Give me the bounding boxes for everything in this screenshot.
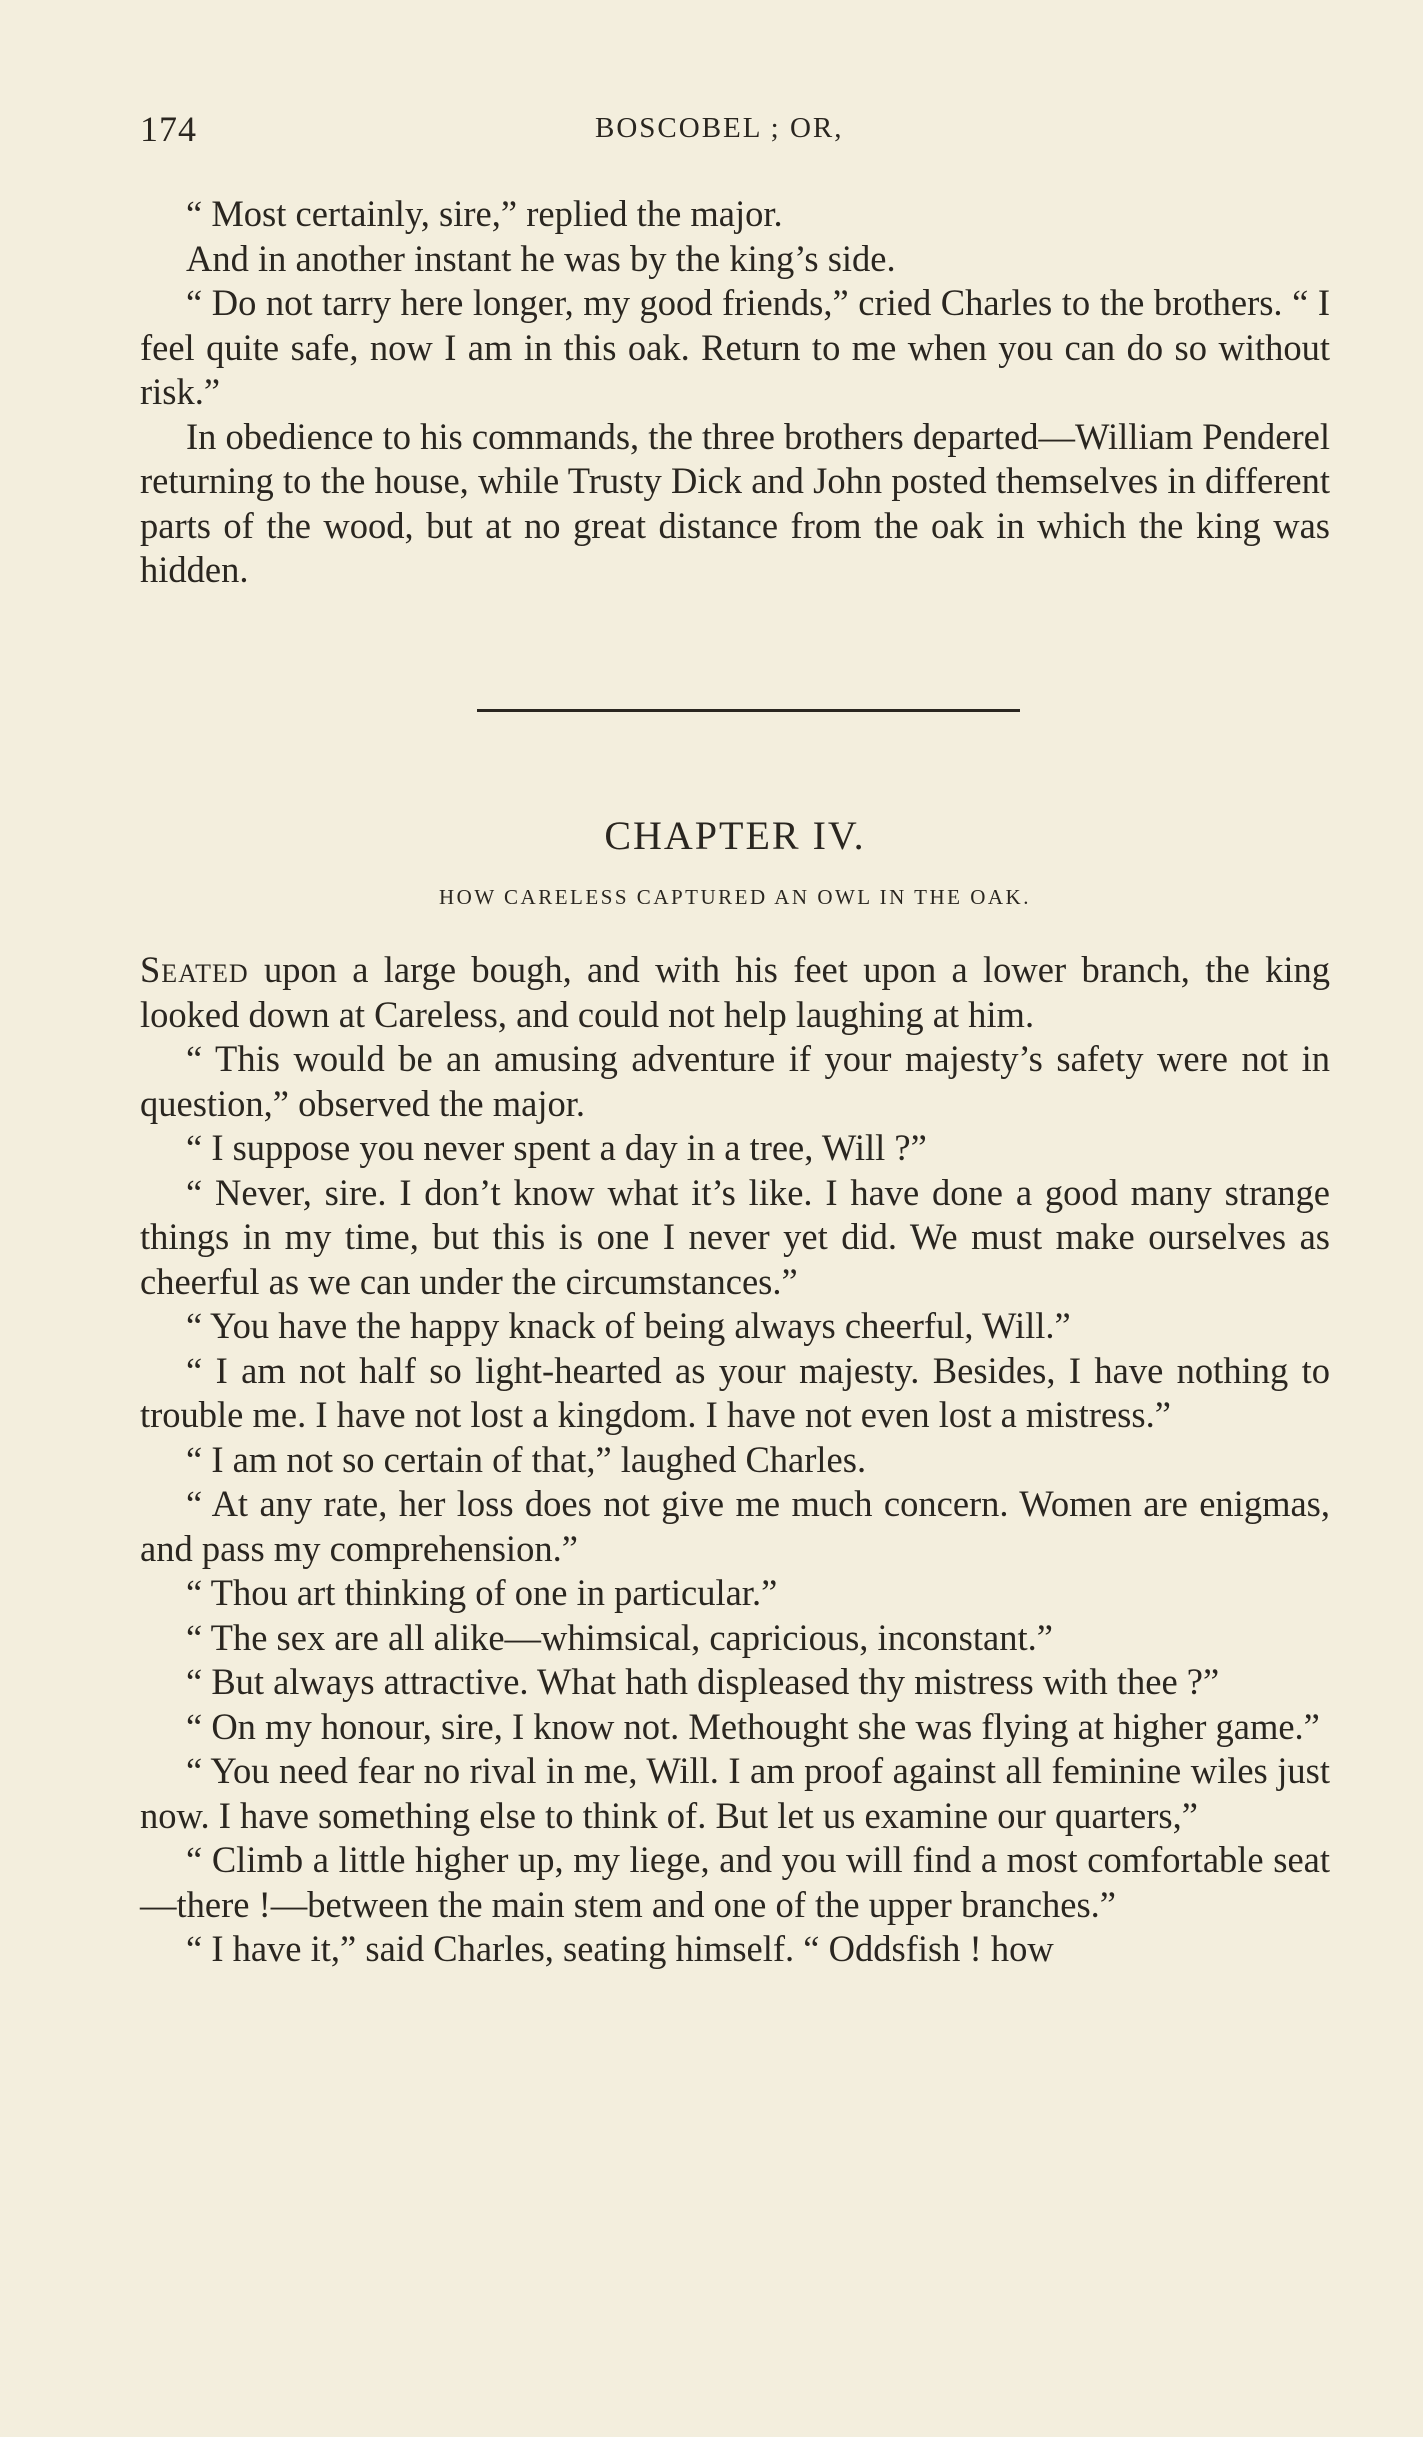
text-block-chapter <box>140 948 1330 1972</box>
paragraph: And in another instant he was by the king’s side. <box>186 237 896 279</box>
lead-word: Seated <box>140 949 249 990</box>
running-title: BOSCOBEL ; OR, <box>595 112 844 144</box>
page-number: 174 <box>140 109 197 149</box>
paragraph: “ You need fear no rival in me, Will. I am proof against all feminine wiles just now. I have something else to think of. But let us examine our quarters,” <box>140 1750 1330 1836</box>
first-paragraph-text: upon a large bough, and with his feet upon a lower branch, the king looked down at Careless, and could not help laughing at him. <box>140 949 1330 1035</box>
chapter-subtitle: HOW CARELESS CAPTURED AN OWL IN THE OAK. <box>439 885 1031 909</box>
chapter-first-paragraph <box>140 948 1330 1037</box>
paragraph: “ At any rate, her loss does not give me much concern. Women are enigmas, and pass my comprehension.” <box>140 1483 1330 1569</box>
paragraph: “ I suppose you never spent a day in a tree, Will ?” <box>186 1127 927 1168</box>
text-block-top <box>140 192 1330 593</box>
paragraph: “ But always attractive. What hath displeased thy mistress with thee ?” <box>186 1661 1220 1702</box>
paragraph: “ I am not so certain of that,” laughed Charles. <box>186 1438 867 1480</box>
paragraph: “ You have the happy knack of being always cheerful, Will.” <box>186 1305 1071 1346</box>
section-rule <box>477 709 1020 712</box>
paragraph: “ I have it,” said Charles, seating himself. “ Oddsfish ! how <box>186 1928 1054 1969</box>
paragraph: “ Most certainly, sire,” replied the major. <box>186 193 783 234</box>
paragraph: “ On my honour, sire, I know not. Methought she was flying at higher game.” <box>186 1705 1320 1747</box>
running-head <box>140 108 1330 158</box>
paragraph: “ Thou art thinking of one in particular.” <box>186 1572 778 1613</box>
paragraph: “ The sex are all alike—whimsical, capricious, inconstant.” <box>186 1616 1053 1658</box>
paragraph: “ This would be an amusing adventure if your majesty’s safety were not in question,” observed the major. <box>140 1038 1330 1124</box>
chapter-heading: CHAPTER IV. <box>604 813 866 858</box>
paragraph: In obedience to his commands, the three brothers departed—William Penderel returning to the house, while Trusty Dick and John posted themselves in different parts of the wood, but at no great distance from the oak in which the king was hidden. <box>140 415 1330 590</box>
paragraph: “ Never, sire. I don’t know what it’s like. I have done a good many strange things in my time, but this is one I never yet did. We must make ourselves as cheerful as we can under the circumstances.” <box>140 1171 1330 1302</box>
paragraph: “ Do not tarry here longer, my good friends,” cried Charles to the brothers. “ I feel quite safe, now I am in this oak. Return to me when you can do so without risk.” <box>140 282 1330 412</box>
paragraph: “ I am not half so light-hearted as your majesty. Besides, I have nothing to trouble me. I have not lost a kingdom. I have not even lost a mistress.” <box>140 1349 1330 1435</box>
paragraph: “ Climb a little higher up, my liege, and you will find a most comfortable seat—there !—between the main stem and one of the upper branches.” <box>140 1839 1330 1925</box>
